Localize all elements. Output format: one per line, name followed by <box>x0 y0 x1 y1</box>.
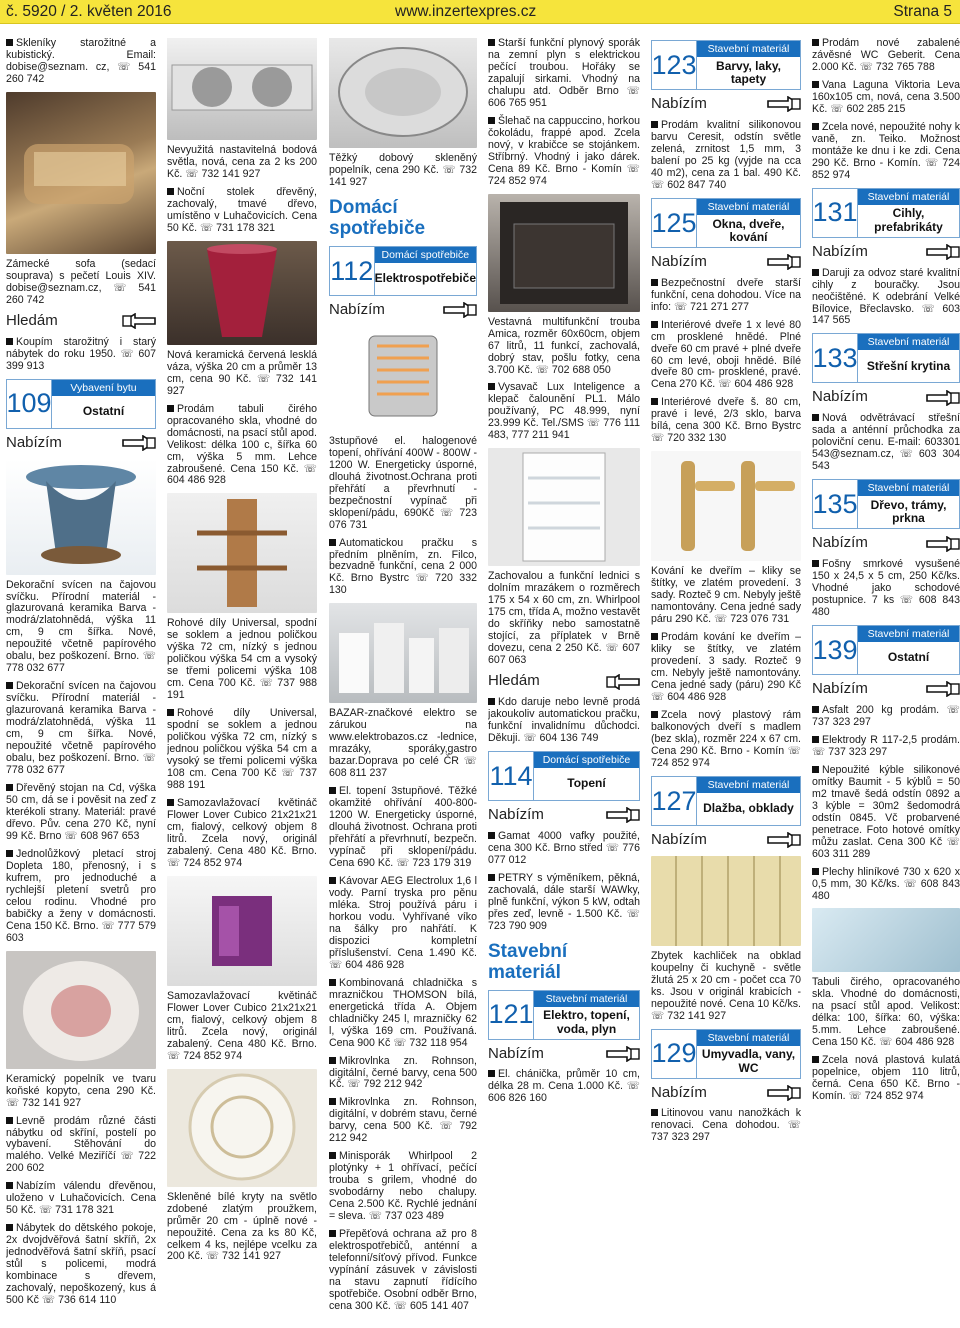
classified-ad: Bezpečnostní dveře starší funkční, cena dohodou. Více na info: ☏ 721 271 277 <box>651 276 801 313</box>
category-box: 121 Stavební materiál Elektro, topení, voda, plyn <box>488 990 640 1040</box>
category-box: 127 Stavební materiál Dlažba, obklady <box>651 776 801 826</box>
section-title: Stavební materiál <box>488 940 568 984</box>
column-2 <box>167 38 317 1269</box>
classified-ad: Kávovar AEG Electrolux 1,6 l vody. Parní tryska pro pěnu mléka. Stroj používá páru i horkou vodu. Vyhřívané víko na šálky pro nahřátí. K dispozici kompletní příslušenství. Cena 1.490 Kč. ☏ 604 486 928 <box>329 874 477 971</box>
photo-oven <box>488 194 640 312</box>
section-kind-offering: Nabízím <box>329 302 477 319</box>
page-header <box>0 0 960 24</box>
category-box: 131 Stavební materiál Cihly, prefabrikáty <box>812 188 960 238</box>
classified-ad: Elektrody R 117-2,5 prodám. ☏ 737 323 297 <box>812 733 960 758</box>
arrow-right-icon <box>767 254 801 270</box>
column-4 <box>488 38 640 1111</box>
classified-ad: Mikrovlnka zn. Rohnson, digitální, v dobrém stavu, černé barvy, cena 500 Kč. ☏ 792 212 942 <box>329 1096 477 1145</box>
photo-fridge <box>488 448 640 566</box>
classified-ad: Zcela nové, nepoužité nohy k vaně, zn. Teiko. Možnost montáže ke dnu i ke zdi. Cena 290 Kč. Brno - Komín. ☏ 724 852 974 <box>812 120 960 181</box>
classified-ad: Prodám kvalitní silikonovou barvu Ceresit, odstín světle zelená, zrnitost 1,5 mm, 3 balení po 25 kg (vyjde na cca 40 m2), cena za 1 bal. 490 Kč. ☏ 602 847 740 <box>651 118 801 191</box>
classified-ad: Přepěťová ochrana až pro 8 elektrospotřebičů, anténní a telefonní/síťový přívod. Funkce vypínání zásuvek v závislosti na stavu zapnutí řídícího spotřebiče. Osobní odběr Brno, cena 300 Kč. ☏ 605 141 407 <box>329 1228 477 1312</box>
classified-ad: Gamat 4000 vafky použité, cena 300 Kč. Brno střed ☏ 776 077 012 <box>488 829 640 866</box>
category-box: 139 Stavební materiál Ostatní <box>812 625 960 675</box>
classified-ad: Samozavlažovací květináč Flower Lover Cubico 21x21x21 cm, fialový, celkový objem 8 litrů. Zcela nový, originál zabalený. Cena 480 Kč. Brno. ☏ 724 852 974 <box>167 989 317 1062</box>
classified-ad: Skleněné bílé kryty na světlo zdobené zlatým proužkem, průměr 20 cm - úplně nové - nepoužité. Cena za ks 80 Kč, celkem 4 ks, nejlépe vcelku za 200 Kč. ☏ 732 141 927 <box>167 1190 317 1263</box>
photo-door-handles <box>651 451 801 561</box>
photo-tiles <box>651 856 801 946</box>
classified-ad: Nevyužitá nastavitelná bodová světla, nová, cena za 2 ks 200 Kč. ☏ 732 141 927 <box>167 144 317 180</box>
website-url[interactable]: www.inzertexpres.cz <box>395 3 537 20</box>
classified-ad: Litinovou vanu nanožkách k renovaci. Cena dohodou. ☏ 737 323 297 <box>651 1107 801 1144</box>
arrow-left-icon <box>122 313 156 329</box>
classified-ad: Dřevěný stojan na Cd, výška 50 cm, dá se i pověsit na zeď z kterékoli strany. Materiál: pravé dřevo. Pův. cena 270 Kč, nyní 99 Kč. Brno ☏ 608 967 653 <box>6 782 156 842</box>
photo-glass-table <box>812 908 960 972</box>
classified-ad: BAZAR-značkové elektro se zárukou na www.elektrobazos.cz -lednice, mrazáky, sporáky,gastro bazar.Doprava po celé ČR ☏ 608 811 237 <box>329 707 477 780</box>
arrow-right-icon <box>606 1046 640 1062</box>
category-box: 109 Vybavení bytu Ostatní <box>6 379 156 429</box>
photo-spotlights <box>167 38 317 140</box>
section-title: Domácí spotřebiče <box>329 196 426 240</box>
classified-ad: Noční stolek dřevěný, zachovalý, tmavé dřevo, umístěno v Luhačovicích. Cena 50 Kč. ☏ 731 178 321 <box>167 185 317 234</box>
classified-ad: Interiérové dveře š. 80 cm, pravé i levé, 2/3 sklo, barva bílá, cena 300 Kč. Brno Bystrc ☏ 720 332 130 <box>651 396 801 445</box>
classified-ad: Vestavná multifunkční trouba Amica, rozměr 60x60cm, objem 67 litrů, 11 funkcí, zachovalá, dobrý stav, pošlu fotky, cena 3.700 Kč. ☏ 702 688 050 <box>488 315 640 376</box>
section-kind-offering: Nabízím <box>6 435 156 452</box>
classified-ad: Zcela nová plastová kulatá popelnice, objem 110 litrů, černá. Cena 650 Kč. Brno - Komín. ☏ 724 852 974 <box>812 1054 960 1103</box>
arrow-right-icon <box>443 302 477 318</box>
arrow-right-icon <box>606 807 640 823</box>
classified-ad: Starší funkční plynový sporák na zemní plyn s elektrickou pečící troubou. Hořáky se zapalují sirkami. Vhodný na chalupu atd. Odběr Brno ☏ 606 765 951 <box>488 38 640 109</box>
classified-ad: Samozavlažovací květináč Flower Lover Cubico 21x21x21 cm, fialový, celkový objem 8 litrů. Zcela nový, originál zabalený. Cena 480 Kč. Brno. ☏ 724 852 974 <box>167 797 317 869</box>
arrow-right-icon <box>122 435 156 451</box>
section-kind-offering: Nabízím <box>812 681 960 698</box>
classified-ad: Šlehač na cappuccino, horkou čokoládu, frappé apod. Zcela nový, v krabičce se stojánkem. Stříbrný. Vhodný i jako dárek. Cena 89 Kč. Brno - Komín ☏ 724 852 974 <box>488 114 640 187</box>
classified-ad: Nabízím válendu dřevěnou, uloženo v Luhačovicích. Cena 50 Kč. ☏ 731 178 321 <box>6 1180 156 1217</box>
photo-candle-holder <box>6 459 156 575</box>
classified-ad: 3stupňové el. halogenové topení, ohřívání 400W - 800W - 1200 W. Energeticky úsporné, dlouhá životnost.Ochrana proti přehřátí a převrhnutí - bezpečnostní vypínač při sklopení/pádu, 690Kč ☏ 723 076 731 <box>329 434 477 531</box>
classified-ad: Kování ke dveřím – kliky se štítky, ve zlatém provedení. 3 sady. Rozteč 9 cm. Nebyly ještě namontovány. Cena jedné sady páru 290 Kč. ☏ 723 076 731 <box>651 565 801 626</box>
classified-ad: El. topení 3stupňové. Těžké okamžité ohřívání 400-800-1200 W. Energeticky úsporné, dlouhá životnost. Ochrana proti přehřátí a převrhnutí, bezpečn. vypínač při sklopení/pádu. Cena 690 Kč. ☏ 723 179 319 <box>329 785 477 869</box>
classified-ad: Prodám kování ke dveřím – kliky se štítky, ve zlatém provedení. 3 sady. Rozteč 9 cm. Nebyly ještě namontovány. Cena jedné sady (páru) 290 Kč ☏ 604 486 928 <box>651 631 801 703</box>
classified-ad: Asfalt 200 kg prodám. ☏ 737 323 297 <box>812 703 960 728</box>
classified-ad: El. chánička, průměr 10 cm, délka 28 m. Cena 1.000 Kč. ☏ 606 826 160 <box>488 1068 640 1105</box>
classified-ad: Nepoužité kýble silikonové omítky Baumit - 5 kýblů = 50 m2 tmavě šedá odstín 0892 a 3 kýble = 30m2 šedomodrá odstín 0845. Vč probarvené penetrace. Foto hotové omítky můžu zaslat. Cena 300 Kč ☏ 603 311 289 <box>812 763 960 860</box>
section-kind-offering: Nabízím <box>812 389 960 406</box>
classified-ad: Dekorační svícen na čajovou svíčku. Přírodní materiál - glazurovaná keramika Barva - modrá/zlatohnědá, výška 11 cm, 9 cm šířka. Nové, nepoužité včetně papírového obalu, bez poškození. Brno. ☏ 778 032 677 <box>6 680 156 777</box>
classified-ad: Rohové díly Universal, spodní se soklem a jednou poličkou výška 72 cm, nízký s jednou poličkou výška 54 cm a vysoký se třemi policemi výška 108 cm. Cena 700 Kč ☏ 737 988 191 <box>167 707 317 792</box>
section-kind-offering: Nabízím <box>651 832 801 849</box>
classified-ad: Nová keramická červená lesklá váza, výška 20 cm a průměr 13 cm, cena 90 Kč. ☏ 732 141 927 <box>167 348 317 397</box>
photo-glass-ashtray <box>329 38 477 148</box>
classified-ad: Prodám nové zabalené závěsné WC Geberit. Cena 2.000 Kč. ☏ 732 765 788 <box>812 38 960 73</box>
classified-ad: Nábytek do dětského pokoje, 2x dvojdvěřová šatní skříň, 2x jednodvěřová šatní skříň, psací stůl s policemi, modrá kombinace s dřevem, zachovalý, nepoškozený, kus á 500 Kč ☏ 736 614 110 <box>6 1222 156 1307</box>
category-box: 135 Stavební materiál Dřevo, trámy, prkna <box>812 479 960 529</box>
photo-bazar <box>329 603 477 703</box>
column-3 <box>329 38 477 1319</box>
photo-red-vase <box>167 241 317 345</box>
classified-ad: Mikrovlnka zn. Rohnson, digitální, černé barvy, cena 500 Kč. ☏ 792 212 942 <box>329 1054 477 1091</box>
classified-ad: Kombinovaná chladnička s mrazničkou THOMSON bílá, energetická třída A. Objem chladničky 245 l, mrazničky 62 l, výška 169 cm. Používaná. Cena 900 Kč ☏ 732 118 954 <box>329 976 477 1049</box>
section-kind-seeking: Hledám <box>488 673 640 690</box>
section-kind-seeking: Hledám <box>6 313 156 330</box>
arrow-right-icon <box>926 536 960 552</box>
category-box: 133 Stavební materiál Střešní krytina <box>812 333 960 383</box>
classified-ad: Automatickou pračku s předním plněním, zn. Filco, bezvadně funkční, cena 2 000 Kč. Brno Bystrc ☏ 720 332 130 <box>329 536 477 597</box>
arrow-right-icon <box>767 1085 801 1101</box>
classified-ad: Koupím starožitný i starý nábytek do roku 1950. ☏ 607 399 913 <box>6 335 156 372</box>
arrow-right-icon <box>926 244 960 260</box>
classified-ad: Rohové díly Universal, spodní se soklem a jednou poličkou výška 72 cm, nízký s jednou poličkou výška 54 cm a vysoký se třemi policemi výška 108 cm. Cena 700 Kč. ☏ 737 988 191 <box>167 617 317 702</box>
section-kind-offering: Nabízím <box>488 1046 640 1063</box>
classified-ad: Interiérové dveře 1 x levé 80 cm prosklené hnědé. Plné dveře 60 cm pravé + plné dveře 60 cm levé, oboji hnědé. Bílé dveře 80 cm- prosklené, pravé. Cena 270 Kč. ☏ 604 486 928 <box>651 318 801 391</box>
classified-ad: Levně prodám různé části nábytku od skříní, postelí po vybavení. Stěhování do malého. Velké Meziříčí ☏ 722 200 602 <box>6 1114 156 1175</box>
section-kind-offering: Nabízím <box>651 1085 801 1102</box>
classified-ad: Minisporák Whirlpool 2 plotýnky + 1 ohřívací, pečící trouba s grilem, vhodné do svobodárny nebo chalupy. Cena 2.500 Kč. Rychlé jednání = sleva. ☏ 737 023 489 <box>329 1150 477 1223</box>
photo-heater <box>329 326 477 431</box>
classified-ad: Vysavač Lux Inteligence a klepač čalounění PL1. Málo používaný, PC 48.999, nyní 23.999 Kč. Tel./SMS ☏ 776 111 483, 777 211 941 <box>488 381 640 442</box>
classified-ad: Plechy hliníkové 730 x 620 x 0,5 mm, 30 Kč/ks. ☏ 608 843 480 <box>812 865 960 902</box>
classified-ad: Skleníky starožitné a kubistický. Email: dobise@seznam. cz, ☏ 541 260 742 <box>6 38 156 85</box>
page-number: Strana 5 <box>893 3 952 20</box>
classified-ad: Daruji za odvoz staré kvalitní cihly z bouračky. Jsou neočištěné. K odebrání Velké Bílovice, Břeclavsko. ☏ 603 147 565 <box>812 266 960 327</box>
classified-ad: Fošny smrkové vysušené 150 x 24,5 x 5 cm, 250 Kč/ks. Vhodné jako schodové postupnice. 7 ks ☏ 608 843 480 <box>812 558 960 619</box>
classified-ad: Keramický popelník ve tvaru koňské kopyto, cena 290 Kč. ☏ 732 141 927 <box>6 1072 156 1109</box>
column-6 <box>812 38 960 1109</box>
category-box: 114 Domácí spotřebiče Topení <box>488 751 640 801</box>
category-box: 123 Stavební materiál Barvy, laky, tapety <box>651 40 801 90</box>
section-kind-offering: Nabízím <box>812 535 960 552</box>
arrow-right-icon <box>926 681 960 697</box>
category-box: 129 Stavební materiál Umyvadla, vany, WC <box>651 1029 801 1079</box>
category-box: 125 Stavební materiál Okna, dveře, kování <box>651 198 801 248</box>
classified-ad: Zcela nový plastový rám balkonových dveří s madlem (bez skla), rozměr 224 x 67 cm. Cena 290 Kč. Brno - Komín ☏ 724 852 974 <box>651 708 801 769</box>
classified-ad: Zámecké sofa (sedací souprava) s pečetí Louis XIV. dobise@seznam.cz, ☏ 541 260 742 <box>6 257 156 306</box>
column-1 <box>6 38 156 1313</box>
photo-sofa <box>6 92 156 254</box>
section-kind-offering: Nabízím <box>651 254 801 271</box>
column-5 <box>651 38 801 1150</box>
classified-ad: Těžký dobový skleněný popelník, cena 290 Kč. ☏ 732 141 927 <box>329 152 477 188</box>
classified-ad: Vana Laguna Viktoria Leva 160x105 cm, nová, cena 3.500 Kč. ☏ 602 285 215 <box>812 78 960 115</box>
classified-ad: Tabuli čirého, opracovaného skla. Vhodné do domácnosti, na psací stůl apod. Velikost: délka: 100, šířka: 60, výška: 5.mm. Lehce zabroušené. Cena 150 Kč. ☏ 604 486 928 <box>812 976 960 1049</box>
photo-flowerpot <box>167 876 317 986</box>
arrow-left-icon <box>606 674 640 690</box>
classified-ad: Zachovalou a funkční lednici s dolním mrazákem o rozměrech 175 x 54 x 60 cm, zn. Whirlpool 175 cm, třída A, možno vestavět do skříňky nebo samostatně stojící, za příplatek v Brně dovezu, cena 2 250 Kč. ☏ 607 607 063 <box>488 570 640 667</box>
section-kind-offering: Nabízím <box>812 244 960 261</box>
section-kind-offering: Nabízím <box>488 807 640 824</box>
issue-number: č. 5920 / 2. květen 2016 <box>6 3 172 20</box>
category-box: 112 Domácí spotřebiče Elektrospotřebiče <box>329 246 477 296</box>
photo-ashtray <box>6 951 156 1069</box>
arrow-right-icon <box>767 832 801 848</box>
classified-ad: Kdo daruje nebo levně prodá jakoukoliv automatickou pračku, funkční invalidnímu důchodci. Děkuji. ☏ 604 136 749 <box>488 696 640 744</box>
arrow-right-icon <box>767 96 801 112</box>
classified-ad: Zbytek kachliček na obklad koupelny či kuchyně - světle žlutá 25 x 20 cm - počet cca 70 ks. Jsou v originál krabicích - nepoužité nové. Cena 10 Kč/ks. ☏ 732 141 927 <box>651 949 801 1022</box>
photo-glass-covers <box>167 1069 317 1187</box>
classified-ad: Prodám tabuli čirého opracovaného skla, vhodné do domácnosti, na psací stůl apod. Velikost: délka 100 c, šířka 60 cm, výška 5 mm. Lehce zabroušené. Cena 150 Kč. ☏ 604 486 928 <box>167 402 317 487</box>
classified-ad: PETRY s výměníkem, pěkná, zachovalá, dále starší WAWky, plně funkční, výkon 5 kW, odtah přes zeď, levně - 1.500 Kč. ☏ 723 790 909 <box>488 871 640 932</box>
arrow-right-icon <box>926 390 960 406</box>
photo-corner-shelf <box>167 493 317 613</box>
classified-ad: Nová odvětrávací střešní sada a anténní průchodka za poloviční cenu. E-mail: 603301 543@seznam.cz, ☏ 603 304 543 <box>812 412 960 473</box>
section-kind-offering: Nabízím <box>651 96 801 113</box>
classified-ad: Dekorační svícen na čajovou svíčku. Přírodní materiál - glazurovaná keramika Barva - modrá/zlatohnědá, výška 11 cm, 9 cm šířka. Nové, nepoužité včetně papírového obalu, bez poškození. Brno. ☏ 778 032 677 <box>6 578 156 675</box>
classified-ad: Jednolůžkový pletací stroj Dopleta 180, přenosný, i s kufrem, pro jednoduché a rychlejší pletení svetrů pro celou rodinu. Vhodné pro babičky a ženy v domácnosti. Cena 150 Kč. Brno. ☏ 777 579 603 <box>6 847 156 944</box>
